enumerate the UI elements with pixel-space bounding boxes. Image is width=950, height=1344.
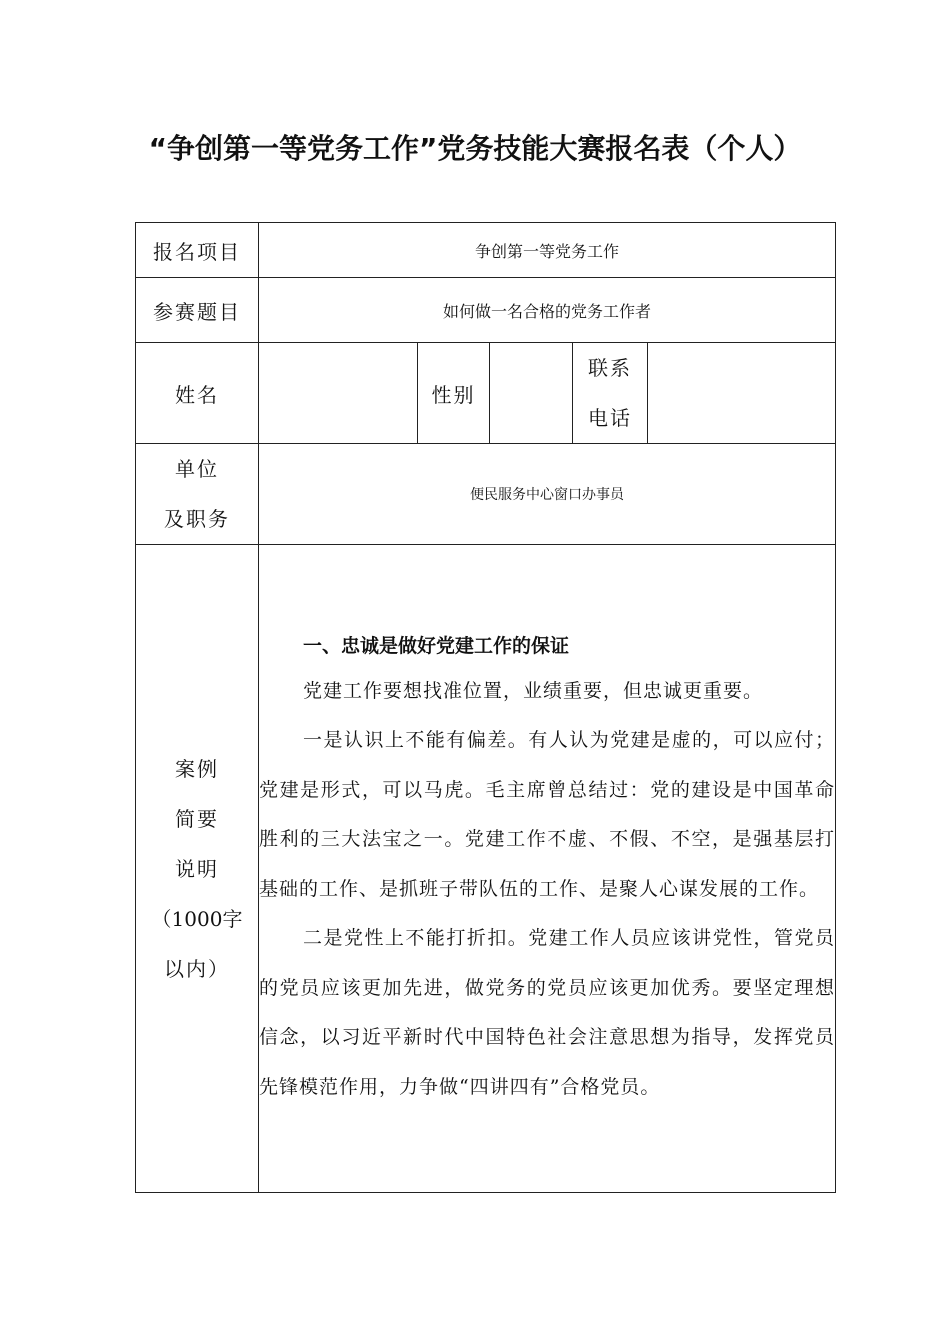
gender-label: 性别 bbox=[418, 343, 490, 444]
phone-field[interactable] bbox=[648, 343, 836, 444]
case-label-line-2: 简要 bbox=[175, 806, 219, 831]
case-label-line-4: （1000字 bbox=[151, 906, 243, 931]
topic-row bbox=[136, 278, 836, 343]
case-paragraph-1: 党建工作要想找准位置，业绩重要，但忠诚更重要。 bbox=[303, 679, 764, 702]
unit-label-line-1: 单位 bbox=[175, 457, 219, 481]
personal-info-row bbox=[136, 343, 836, 444]
case-description bbox=[259, 545, 836, 1193]
project-row bbox=[136, 223, 836, 278]
name-field[interactable] bbox=[259, 343, 418, 444]
unit-value: 便民服务中心窗口办事员 bbox=[259, 444, 836, 545]
unit-row bbox=[136, 444, 836, 545]
registration-form-table bbox=[135, 222, 836, 1193]
case-label-line-5: 以内） bbox=[164, 956, 230, 981]
case-label-line-3: 说明 bbox=[175, 856, 219, 881]
case-label-line-1: 案例 bbox=[175, 756, 219, 781]
case-row bbox=[136, 545, 836, 1193]
name-label: 姓名 bbox=[136, 343, 259, 444]
unit-label-line-2: 及职务 bbox=[164, 507, 230, 531]
case-paragraph-3: 二是党性上不能打折扣。党建工作人员应该讲党性，管党员的党员应该更加先进，做党务的党员应该更加优秀。要坚定理想信念，以习近平新时代中国特色社会注意思想为指导，发挥党员先锋模范作用，力争做“四讲四有”合格党员。 bbox=[259, 927, 836, 1098]
case-heading: 一、忠诚是做好党建工作的保证 bbox=[303, 634, 570, 657]
phone-label-line-1: 联系 bbox=[588, 356, 632, 380]
topic-label: 参赛题目 bbox=[136, 278, 259, 343]
project-label: 报名项目 bbox=[136, 223, 259, 278]
topic-value: 如何做一名合格的党务工作者 bbox=[259, 278, 836, 343]
case-paragraph-2: 一是认识上不能有偏差。有人认为党建是虚的，可以应付；党建是形式，可以马虎。毛主席曾总结过：党的建设是中国革命胜利的三大法宝之一。党建工作不虚、不假、不空，是强基层打基础的工作、是抓班子带队伍的工作、是聚人心谋发展的工作。 bbox=[259, 729, 836, 900]
phone-label-line-2: 电话 bbox=[588, 406, 632, 430]
form-title: “争创第一等党务工作”党务技能大赛报名表（个人） bbox=[148, 132, 802, 165]
project-value: 争创第一等党务工作 bbox=[259, 223, 836, 278]
phone-label bbox=[573, 343, 648, 444]
gender-field[interactable] bbox=[490, 343, 573, 444]
unit-label bbox=[136, 444, 259, 545]
case-label bbox=[136, 545, 259, 1193]
